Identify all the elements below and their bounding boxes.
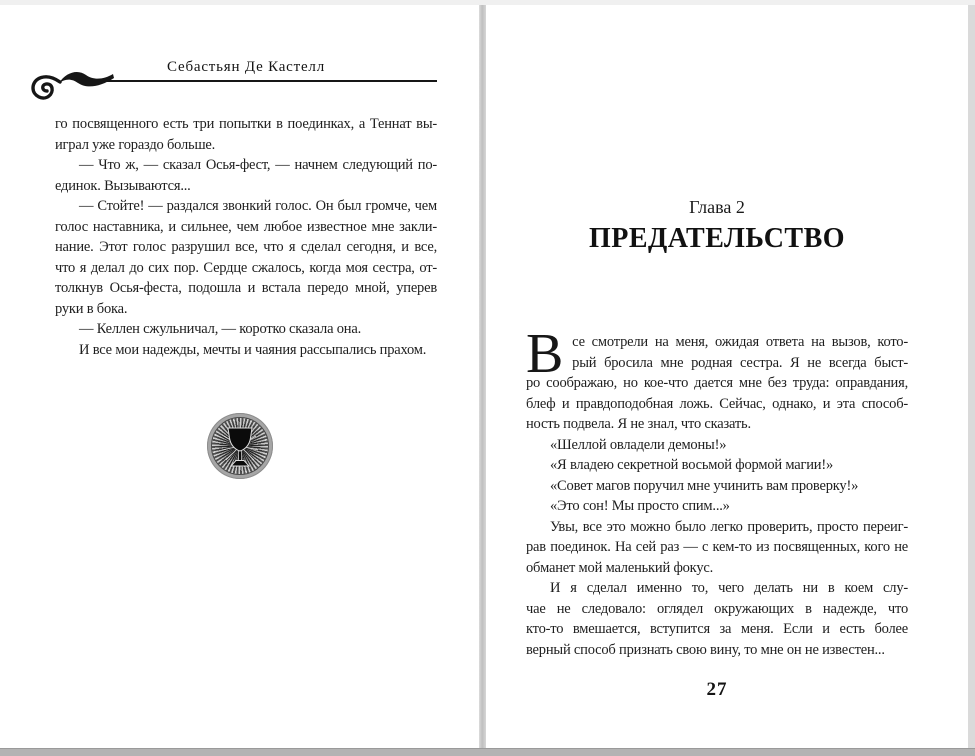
right-page-text [526, 323, 908, 660]
right-page [486, 5, 968, 748]
text-line: ность подвела. Я не знал, что сказать. [526, 416, 751, 432]
text-line: играл уже гораздо больше. [55, 136, 216, 153]
paragraph [55, 155, 437, 196]
text-line: рый бросила мне родная сестра. Я не всегда быст- [572, 354, 908, 371]
text-line: рав поединок. На сей раз — с кем-то из посвященных, кого не [526, 539, 908, 555]
paragraph [55, 319, 437, 340]
text-line: И все мои надежды, мечты и чаяния рассыпались прахом. [79, 341, 427, 358]
text-line: «Это сон! Мы просто спим...» [550, 498, 730, 514]
background-strip-bottom [0, 748, 975, 756]
text-line: толкнув Осья-феста, подошла и встала передо мной, уперев [55, 280, 437, 296]
text-line: — Что ж, — сказал Осья-фест, — начнем следующий по- [79, 157, 437, 173]
left-page-text [55, 114, 437, 360]
text-line: голос наставника, и сильнее, чем любое известное мне закли- [55, 218, 437, 235]
paragraph [526, 435, 908, 456]
running-header: Себастьян Де Кастелл [167, 59, 325, 75]
paragraph [526, 476, 908, 497]
text-line: Увы, все это можно было легко проверить, просто переиг- [550, 518, 908, 535]
text-line: руки в бока. [55, 300, 128, 317]
text-line: «Шеллой овладели демоны!» [550, 436, 727, 453]
paragraph [526, 496, 908, 517]
text-line: го посвященного есть три попытки в поединках, а Теннат вы- [55, 116, 437, 132]
chalice-medallion-icon [207, 413, 273, 479]
paragraph [526, 323, 908, 435]
text-line: «Я владею секретной восьмой формой магии!» [550, 457, 834, 473]
chapter-title: ПРЕДАТЕЛЬСТВО [588, 223, 846, 254]
paragraph [526, 517, 908, 579]
chapter-label: Глава 2 [689, 197, 745, 217]
page-gutter [479, 5, 486, 748]
text-line: обманет мой маленький фокус. [526, 559, 714, 576]
paragraph [55, 196, 437, 319]
chalice-icon [220, 420, 260, 472]
text-line: нание. Этот голос разрушил все, что я сделал сегодня, и все, [55, 239, 437, 255]
text-line: чае не следовало: оглядел окружающих в надежде, что [526, 600, 908, 617]
left-page [0, 5, 479, 748]
background-strip-right [968, 5, 975, 748]
drop-cap: В [526, 323, 564, 385]
text-line: «Совет магов поручил мне учинить вам проверку!» [550, 477, 859, 494]
paragraph [55, 340, 437, 361]
text-line: верный способ признать свою вину, то мне он не известен... [526, 641, 885, 658]
header-rule [98, 80, 437, 82]
text-line: кто-то вмешается, вступится за меня. Если и есть более [526, 621, 908, 637]
paragraph [55, 114, 437, 155]
page-number: 27 [706, 679, 728, 700]
text-line: — Келлен сжульничал, — коротко сказала она. [79, 321, 362, 337]
text-line: что я делал до сих пор. Сердце сжалось, когда моя сестра, от- [55, 259, 437, 276]
text-line: — Стойте! — раздался звонкий голос. Он был громче, чем [79, 198, 437, 214]
paragraph [526, 578, 908, 660]
flourish-swash-icon [30, 65, 116, 103]
text-line: блеф и правдоподобная ложь. Сейчас, однако, и эта способ- [526, 395, 908, 412]
text-line: се смотрели на меня, ожидая ответа на вызов, кото- [572, 334, 908, 350]
paragraph [526, 455, 908, 476]
text-line: единок. Вызываются... [55, 177, 191, 194]
text-line: ро соображаю, но кое-что дается мне без труда: оправдания, [526, 375, 908, 391]
text-line: И я сделал именно то, чего делать ни в коем слу- [550, 580, 908, 596]
